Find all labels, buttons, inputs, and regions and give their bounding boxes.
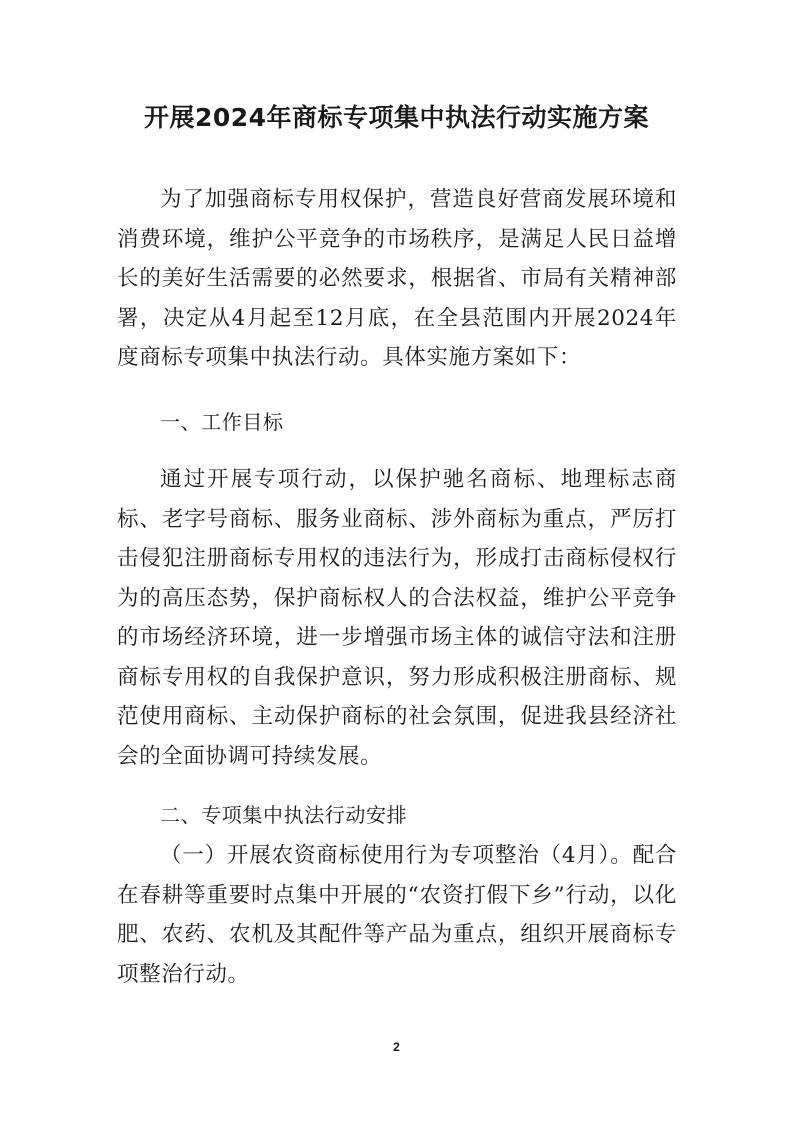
document-title: 开展2024年商标专项集中执法行动实施方案 (143, 103, 650, 132)
section-heading-arrangements: 二、专项集中执法行动安排 (160, 803, 408, 827)
intro-paragraph: 为了加强商标专用权保护，营造良好营商发展环境和消费环境，维护公平竞争的市场秩序，是满足人民日益增长的美好生活需要的必然要求，根据省、市局有关精神部署，决定从4月起至12月底，在全县范围内开展2024年度商标专项集中执法行动。具体实施方案如下： (117, 187, 677, 370)
page-number: 2 (393, 1040, 400, 1054)
section-heading-goals: 一、工作目标 (160, 410, 284, 434)
arrangement-paragraph-1: （一）开展农资商标使用行为专项整治（4月）。配合在春耕等重要时点集中开展的“农资打假下乡”行动，以化肥、农药、农机及其配件等产品为重点，组织开展商标专项整治行动。 (117, 843, 677, 987)
goals-paragraph: 通过开展专项行动，以保护驰名商标、地理标志商标、老字号商标、服务业商标、涉外商标为重点，严厉打击侵犯注册商标专用权的违法行为，形成打击商标侵权行为的高压态势，保护商标权人的合法权益，维护公平竞争的市场经济环境，进一步增强市场主体的诚信守法和注册商标专用权的自我保护意识，努力形成积极注册商标、规范使用商标、主动保护商标的社会氛围，促进我县经济社会的全面协调可持续发展。 (117, 467, 677, 769)
